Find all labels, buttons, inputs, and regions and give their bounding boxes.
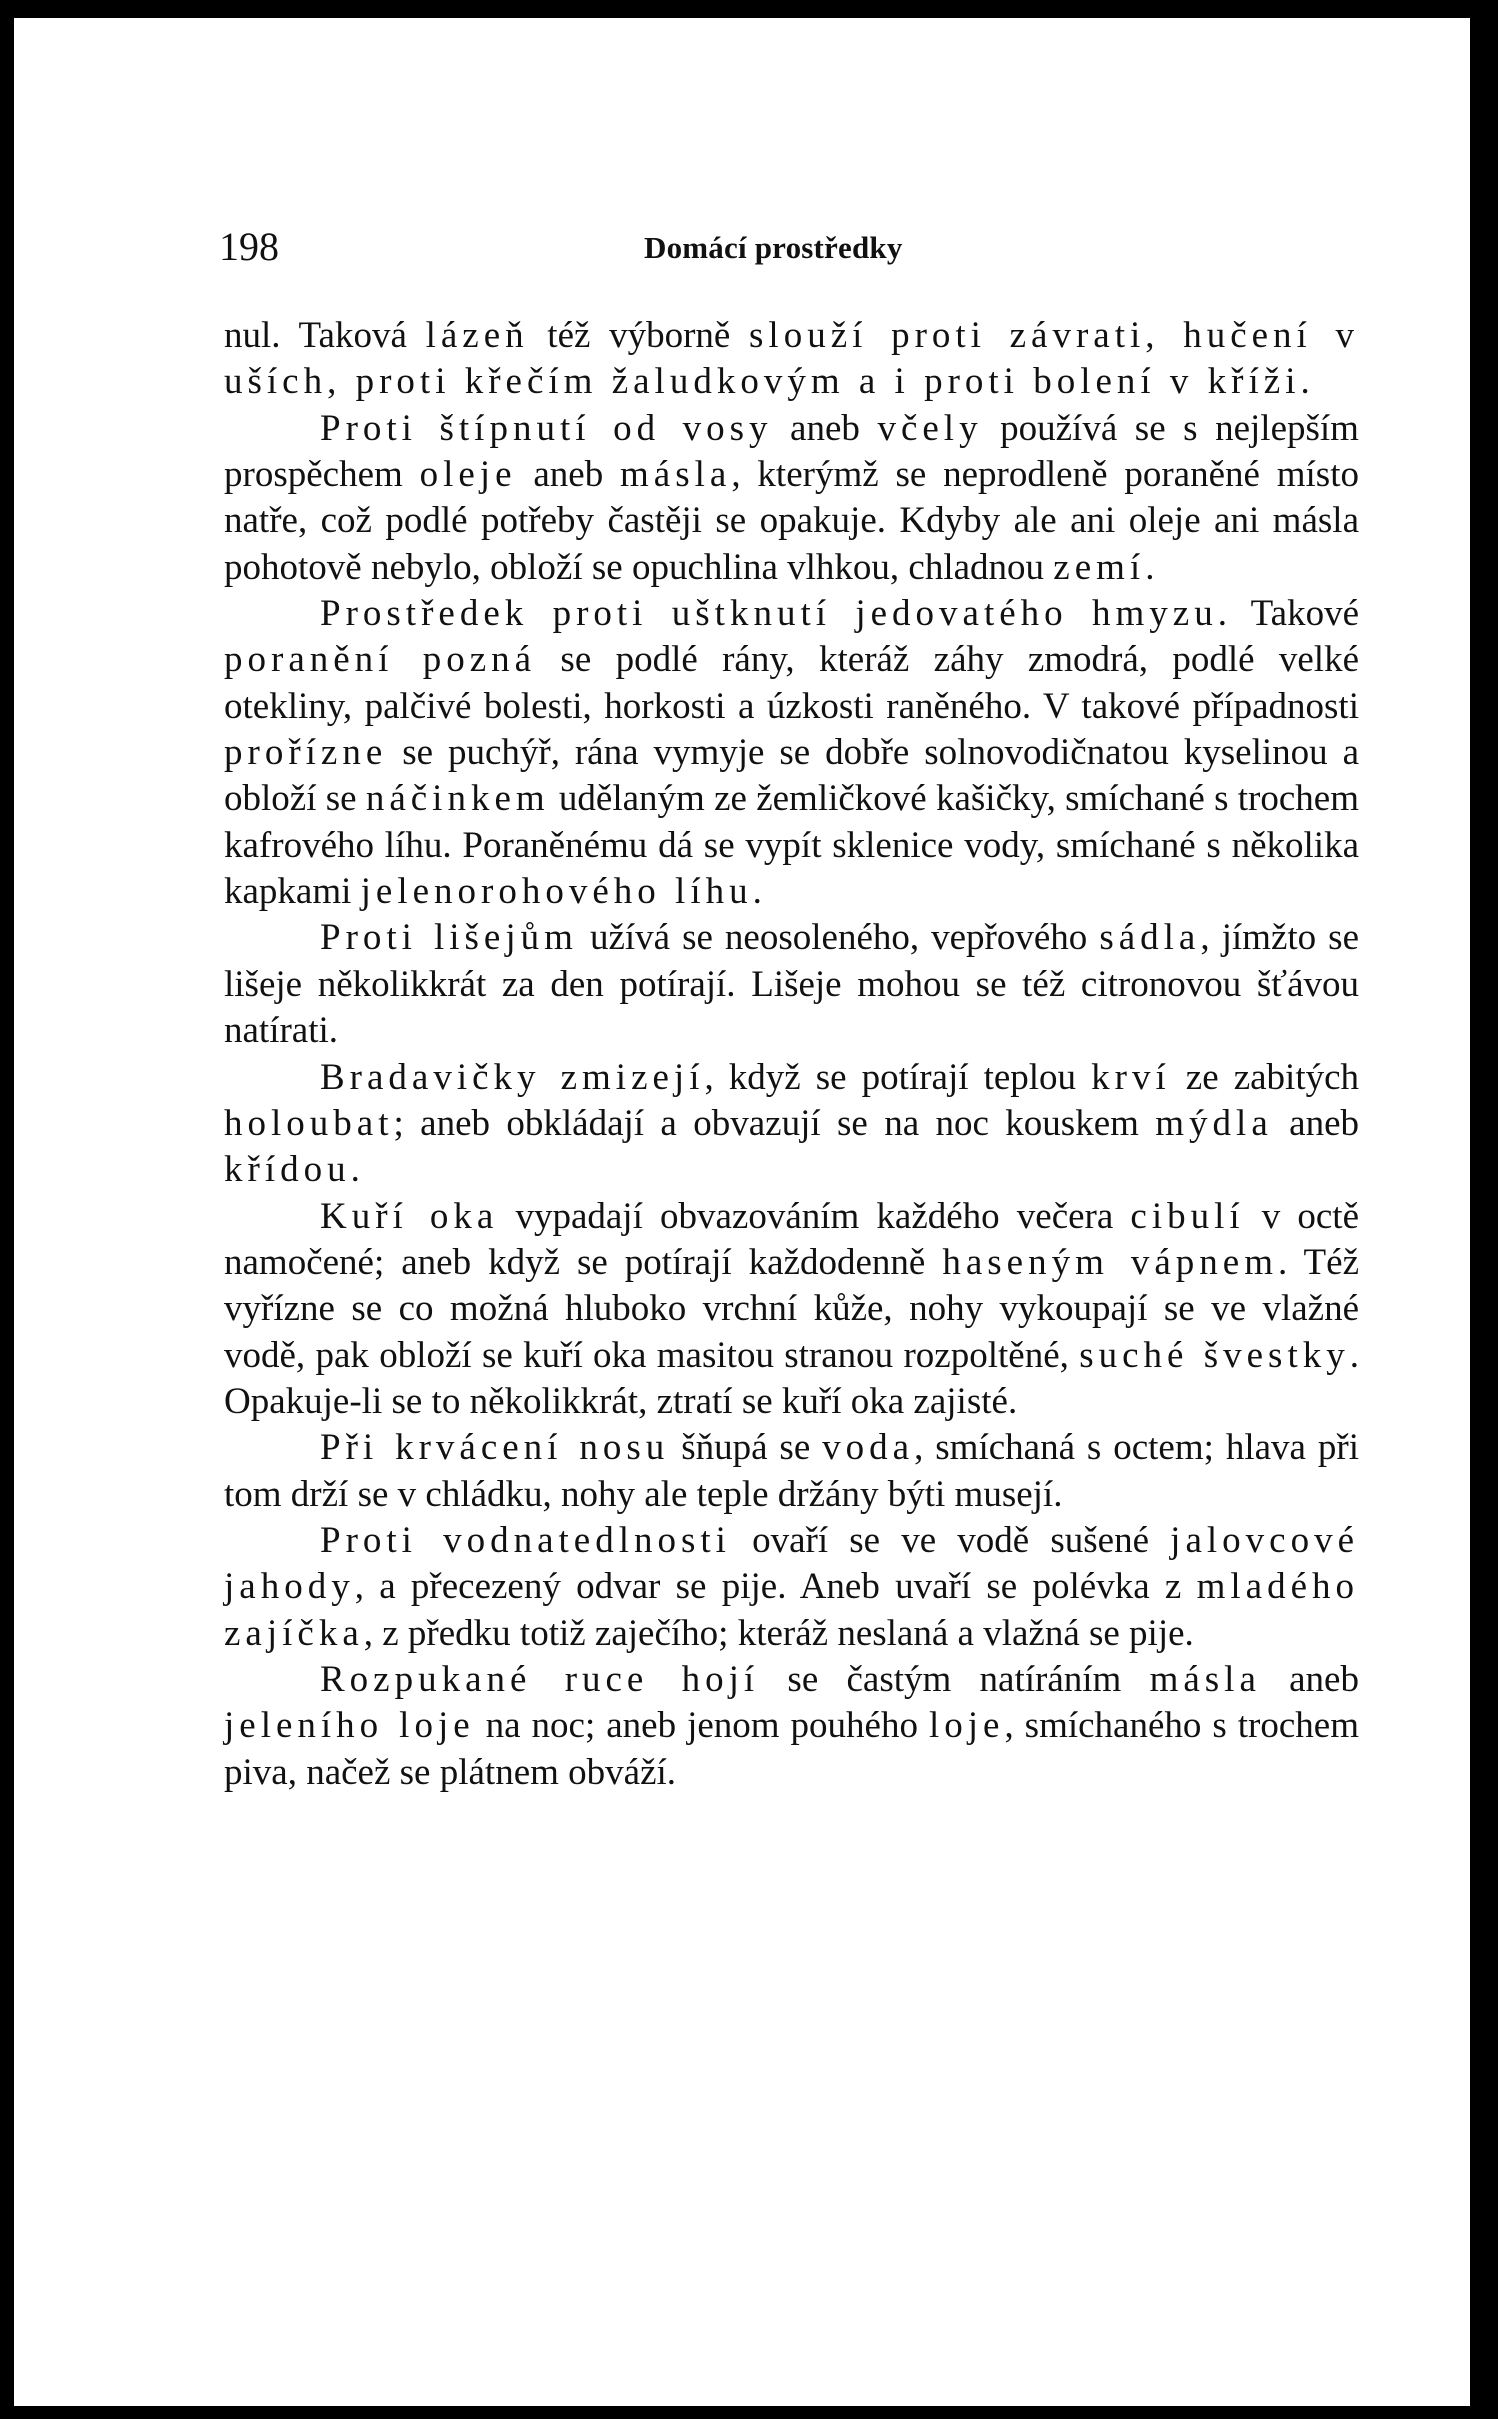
- text-run: udělaným ze žemličkové kašičky, smíchané s trochem kafrového líhu. Poraněnému dá se vypít sklenice vody, smíchané s několika kapkami: [224, 778, 1359, 913]
- emphasized-text: křídou: [224, 1149, 351, 1191]
- body-text: [224, 313, 1359, 1796]
- text-run: se častým natíráním: [759, 1658, 1150, 1700]
- emphasized-text: poranění pozná: [224, 639, 537, 681]
- emphasized-text: haseným vápnem: [942, 1241, 1278, 1283]
- text-run: též výborně: [528, 315, 750, 356]
- text-run: .: [752, 871, 762, 913]
- text-run: používá se s nejlepším prospěchem: [224, 407, 1359, 496]
- text-run: ovaří se ve vodě sušené: [730, 1519, 1171, 1561]
- text-run: , smíchaného s trochem piva, načež se plátnem obváží.: [224, 1705, 1359, 1793]
- paragraph: [224, 313, 1359, 406]
- paragraph: [224, 591, 1359, 915]
- text-run: aneb: [1260, 1658, 1359, 1700]
- text-run: aneb: [772, 407, 878, 449]
- text-run: ; aneb obkládají a obvazují se na noc kouskem: [393, 1102, 1156, 1144]
- emphasized-text: Rozpukané ruce hojí: [320, 1658, 760, 1700]
- text-run: aneb: [516, 454, 621, 496]
- text-run: , kterýmž se neprodleně poraněné místo natře, což podlé potřeby častěji se opakuje. Kdyby ale ani oleje ani másla pohotově nebylo, obloží se opuchlina vlhkou, chladnou: [224, 454, 1359, 588]
- text-run: Takové: [1231, 593, 1359, 635]
- emphasized-text: krví: [1091, 1056, 1171, 1098]
- paragraph: [224, 406, 1359, 591]
- emphasized-text: jalovcové jahody: [224, 1519, 1359, 1608]
- paragraph: [224, 915, 1359, 1054]
- text-run: .: [1145, 546, 1155, 588]
- emphasized-text: Proti vodnatedlnosti: [320, 1519, 731, 1561]
- paragraph: [224, 1425, 1359, 1518]
- text-run: , když se potírají teplou: [704, 1056, 1092, 1098]
- text-run: na noc; aneb jenom pouhého: [474, 1705, 929, 1747]
- emphasized-text: mýdla: [1155, 1102, 1273, 1144]
- text-run: .: [350, 1149, 360, 1191]
- scan-border: [1470, 0, 1498, 2419]
- page-header: [219, 223, 949, 273]
- emphasized-text: Prostředek proti uštknutí jedovatého hmyzu.: [320, 593, 1232, 635]
- text-run: aneb: [1272, 1102, 1359, 1144]
- text-run: , smíchaná s octem; hlava při tom drží se v chládku, nohy ale teple držány býti musejí.: [224, 1427, 1359, 1515]
- text-run: se podlé rány, kteráž záhy zmodrá, podlé velké otekliny, palčivé bolesti, horkosti a úzkosti raněného. V takové případnosti: [224, 639, 1359, 727]
- book-page: [14, 18, 1470, 2406]
- emphasized-text: Bradavičky zmizejí: [320, 1056, 705, 1098]
- emphasized-text: Proti štípnutí od vosy: [320, 407, 773, 449]
- running-head: Domácí prostředky: [644, 230, 903, 265]
- emphasized-text: voda: [822, 1427, 915, 1469]
- paragraph: [224, 1055, 1359, 1194]
- text-run: . Opakuje-li se to několikkrát, ztratí se kuří oka zajisté.: [224, 1334, 1359, 1422]
- emphasized-text: mladého zajíčka: [224, 1566, 1359, 1654]
- text-run: šňupá se: [669, 1427, 823, 1469]
- emphasized-text: lázeň: [425, 315, 529, 356]
- emphasized-text: Proti lišejům: [320, 917, 578, 959]
- text-run: nul. Taková: [224, 315, 426, 356]
- emphasized-text: slouží proti závrati, hučení v uších, proti křečím žaludkovým a i proti bolení v kříži.: [224, 315, 1359, 403]
- emphasized-text: Kuří oka: [320, 1195, 499, 1237]
- emphasized-text: jelenorohového líhu: [360, 871, 753, 913]
- emphasized-text: jeleního loje: [224, 1705, 475, 1747]
- page-number: 198: [219, 224, 279, 269]
- emphasized-text: oleje: [419, 454, 517, 496]
- text-run: užívá se neosoleného, vepřového: [577, 917, 1100, 959]
- emphasized-text: náčinkem: [365, 778, 550, 820]
- emphasized-text: suché švestky: [1079, 1334, 1350, 1376]
- emphasized-text: sádla: [1099, 917, 1201, 959]
- paragraph: [224, 1194, 1359, 1426]
- text-run: se puchýř, rána vymyje se dobře solnovodičnatou kyselinou a obloží se: [224, 732, 1359, 820]
- text-run: v octě namočené; aneb když se potírají každodenně: [224, 1195, 1360, 1283]
- emphasized-text: másla: [620, 454, 732, 496]
- emphasized-text: Při krvácení nosu: [320, 1427, 670, 1469]
- paragraph: [224, 1657, 1359, 1796]
- emphasized-text: másla: [1149, 1658, 1261, 1700]
- emphasized-text: prořízne: [224, 732, 388, 774]
- emphasized-text: včely: [877, 407, 983, 449]
- emphasized-text: loje: [928, 1705, 1005, 1747]
- paragraph: [224, 1518, 1359, 1657]
- emphasized-text: cibulí: [1130, 1195, 1245, 1237]
- text-run: , jímžto se lišeje několikkrát za den potírají. Lišeje mohou se též citronovou šťávou natírati.: [224, 917, 1359, 1052]
- emphasized-text: holoubat: [224, 1102, 394, 1144]
- text-run: ze zabitých: [1170, 1056, 1360, 1098]
- text-run: , a přecezený odvar se pije. Aneb uvaří se polévka z: [354, 1566, 1197, 1608]
- text-run: . Též vyřízne se co možná hluboko vrchní kůže, nohy vykoupají se ve vlažné vodě, pak obloží se kuří oka masitou stranou rozpoltěné,: [224, 1241, 1360, 1376]
- text-run: vypadají obvazováním každého večera: [498, 1195, 1131, 1237]
- text-run: , z předku totiž zaječího; kteráž neslaná a vlažná se pije.: [363, 1612, 1194, 1654]
- emphasized-text: zemí: [1053, 546, 1146, 588]
